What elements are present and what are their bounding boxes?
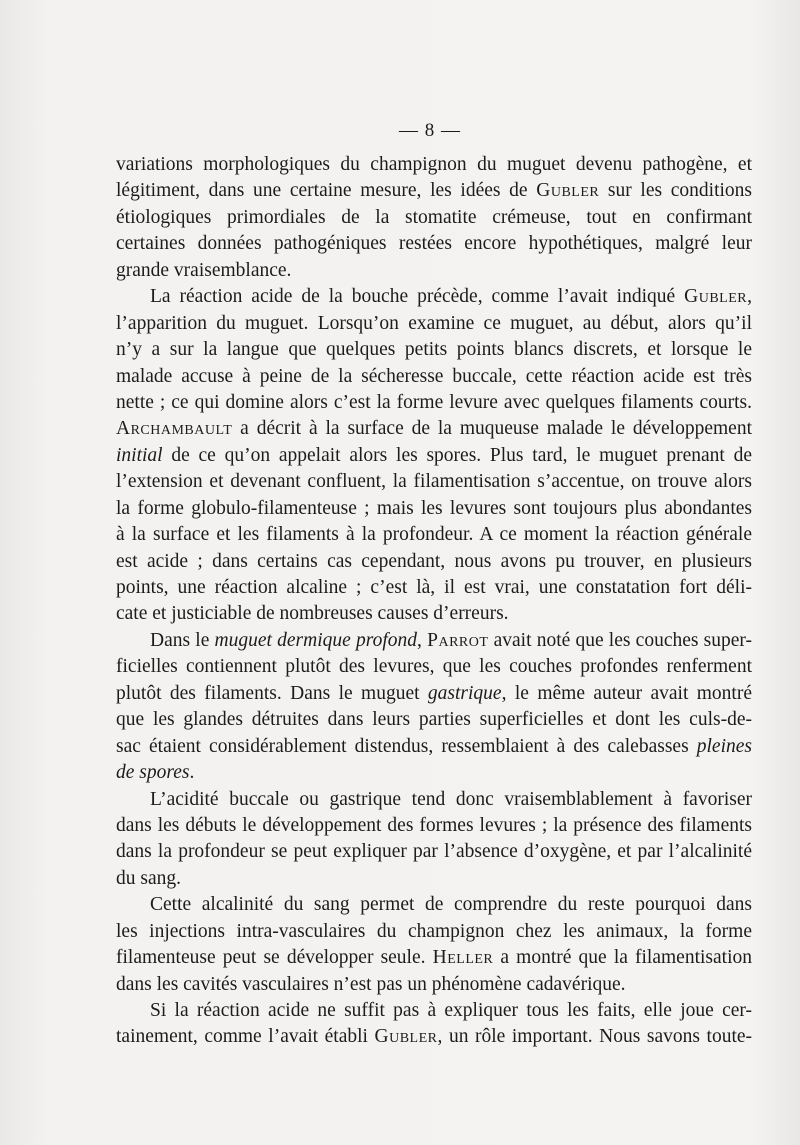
body-text	[116, 152, 752, 1051]
text-run: tainement, comme l’avait établi	[116, 1026, 375, 1048]
text-line	[116, 205, 752, 231]
text-run: ,	[747, 286, 752, 308]
text-line	[116, 390, 752, 416]
text-run: l’apparition du muguet. Lorsqu’on examine ce muguet, au début, alors qu’il	[116, 312, 752, 334]
text-line	[116, 496, 752, 522]
text-run: dans les cavités vasculaires n’est pas un phénomène cadavérique.	[116, 973, 626, 995]
text-run: sur les conditions	[599, 180, 752, 202]
text-line	[116, 998, 752, 1024]
author-name: Parrot	[427, 629, 489, 651]
text-line	[116, 681, 752, 707]
text-line	[116, 575, 752, 601]
text-run: , le même auteur avait montré	[501, 682, 752, 704]
text-run: l’extension et devenant confluent, la filamentisation s’accentue, on trouve alors	[116, 471, 752, 493]
text-run: a décrit à la surface de la muqueuse malade le développement	[232, 418, 752, 440]
text-run: .	[189, 762, 195, 784]
text-line	[116, 364, 752, 390]
text-line	[116, 919, 752, 945]
text-run: variations morphologiques du champignon du muguet devenu pathogène, et	[116, 154, 752, 175]
text-line	[116, 258, 752, 284]
text-line	[116, 813, 752, 839]
text-run: Dans le	[150, 629, 215, 651]
text-line	[116, 787, 752, 813]
text-line	[116, 311, 752, 337]
text-run: Si la réaction acide ne suffit pas à expliquer tous les faits, elle joue cer-	[150, 1000, 752, 1021]
text-run: Cette alcalinité du sang permet de comprendre du reste pourquoi dans	[150, 894, 752, 916]
text-run: que les glandes détruites dans leurs parties superficielles et dont les culs-de-	[116, 709, 752, 731]
text-line	[116, 734, 752, 760]
author-name: Gubler	[374, 1026, 438, 1048]
text-run: à la surface et les filaments à la profondeur. A ce moment la réaction générale	[116, 524, 752, 546]
text-line	[116, 601, 752, 627]
author-name: Archambault	[116, 418, 233, 440]
text-line	[116, 443, 752, 469]
italic-term: pleines	[696, 735, 752, 757]
text-line	[116, 760, 752, 786]
text-line	[116, 707, 752, 733]
text-run: avait noté que les couches super-	[488, 629, 752, 651]
text-line	[116, 945, 752, 971]
text-run: sac étaient considérablement distendus, ressemblaient à des calebasses	[116, 735, 697, 757]
text-line	[116, 178, 752, 204]
text-run: certaines données pathogéniques restées encore hypothétiques, malgré leur	[116, 233, 752, 255]
text-run: étiologiques primordiales de la stomatite crémeuse, tout en confirmant	[116, 206, 752, 228]
italic-term: gastrique	[427, 682, 502, 704]
text-run: grande vraisemblance.	[116, 259, 292, 281]
text-run: L’acidité buccale ou gastrique tend donc vraisemblablement à favoriser	[150, 788, 752, 810]
text-run: est acide ; dans certains cas cependant, nous avons pu trouver, en plusieurs	[116, 550, 752, 572]
page-number: — 8 —	[399, 120, 461, 141]
text-line	[116, 337, 752, 363]
text-run: du sang.	[116, 867, 181, 889]
text-line	[116, 231, 752, 257]
text-run: points, une réaction alcaline ; c’est là, il est vrai, une constatation fort déli-	[116, 577, 752, 598]
text-run: nette ; ce qui domine alors c’est la forme levure avec quelques filaments courts.	[116, 391, 752, 413]
text-line	[116, 469, 752, 495]
text-run: malade accuse à peine de la sécheresse buccale, cette réaction acide est très	[116, 365, 752, 387]
text-run: plutôt des filaments. Dans le muguet	[116, 682, 428, 704]
text-line	[116, 654, 752, 680]
text-run: ,	[417, 629, 428, 651]
italic-term: initial	[116, 444, 163, 466]
author-name: Heller	[432, 947, 494, 969]
text-run: dans la profondeur se peut expliquer par l’absence d’oxygène, et par l’alcalinité	[116, 841, 752, 863]
text-run: la forme globulo-filamenteuse ; mais les levures sont toujours plus abondantes	[116, 497, 752, 519]
text-line	[116, 416, 752, 442]
text-line	[116, 628, 752, 654]
text-line	[116, 549, 752, 575]
italic-term: muguet dermique profond	[214, 629, 418, 651]
text-run: les injections intra-vasculaires du champignon chez les animaux, la forme	[116, 920, 752, 942]
author-name: Gubler	[536, 180, 600, 202]
text-run: filamenteuse peut se développer seule.	[116, 947, 433, 969]
text-line	[116, 1024, 752, 1050]
text-line	[116, 839, 752, 865]
text-line	[116, 866, 752, 892]
text-line	[116, 284, 752, 310]
text-line	[116, 972, 752, 998]
text-run: de ce qu’on appelait alors les spores. Plus tard, le muguet prenant de	[162, 444, 752, 466]
text-line	[116, 892, 752, 918]
text-line	[116, 522, 752, 548]
text-run: a montré que la filamentisation	[493, 947, 752, 969]
text-run: La réaction acide de la bouche précède, comme l’avait indiqué	[150, 286, 685, 308]
text-run: dans les débuts le développement des formes levures ; la présence des filaments	[116, 814, 752, 836]
text-run: cate et justiciable de nombreuses causes d’erreurs.	[116, 603, 509, 625]
author-name: Gubler	[684, 286, 748, 308]
text-run: ficielles contiennent plutôt des levures, que les couches profondes renferment	[116, 656, 752, 678]
italic-term: de spores	[116, 762, 190, 784]
text-run: légitiment, dans une certaine mesure, les idées de	[116, 180, 537, 202]
text-run: n’y a sur la langue que quelques petits points blancs discrets, et lorsque le	[116, 339, 752, 361]
text-line	[116, 152, 752, 178]
text-run: , un rôle important. Nous savons toute-	[437, 1026, 752, 1048]
